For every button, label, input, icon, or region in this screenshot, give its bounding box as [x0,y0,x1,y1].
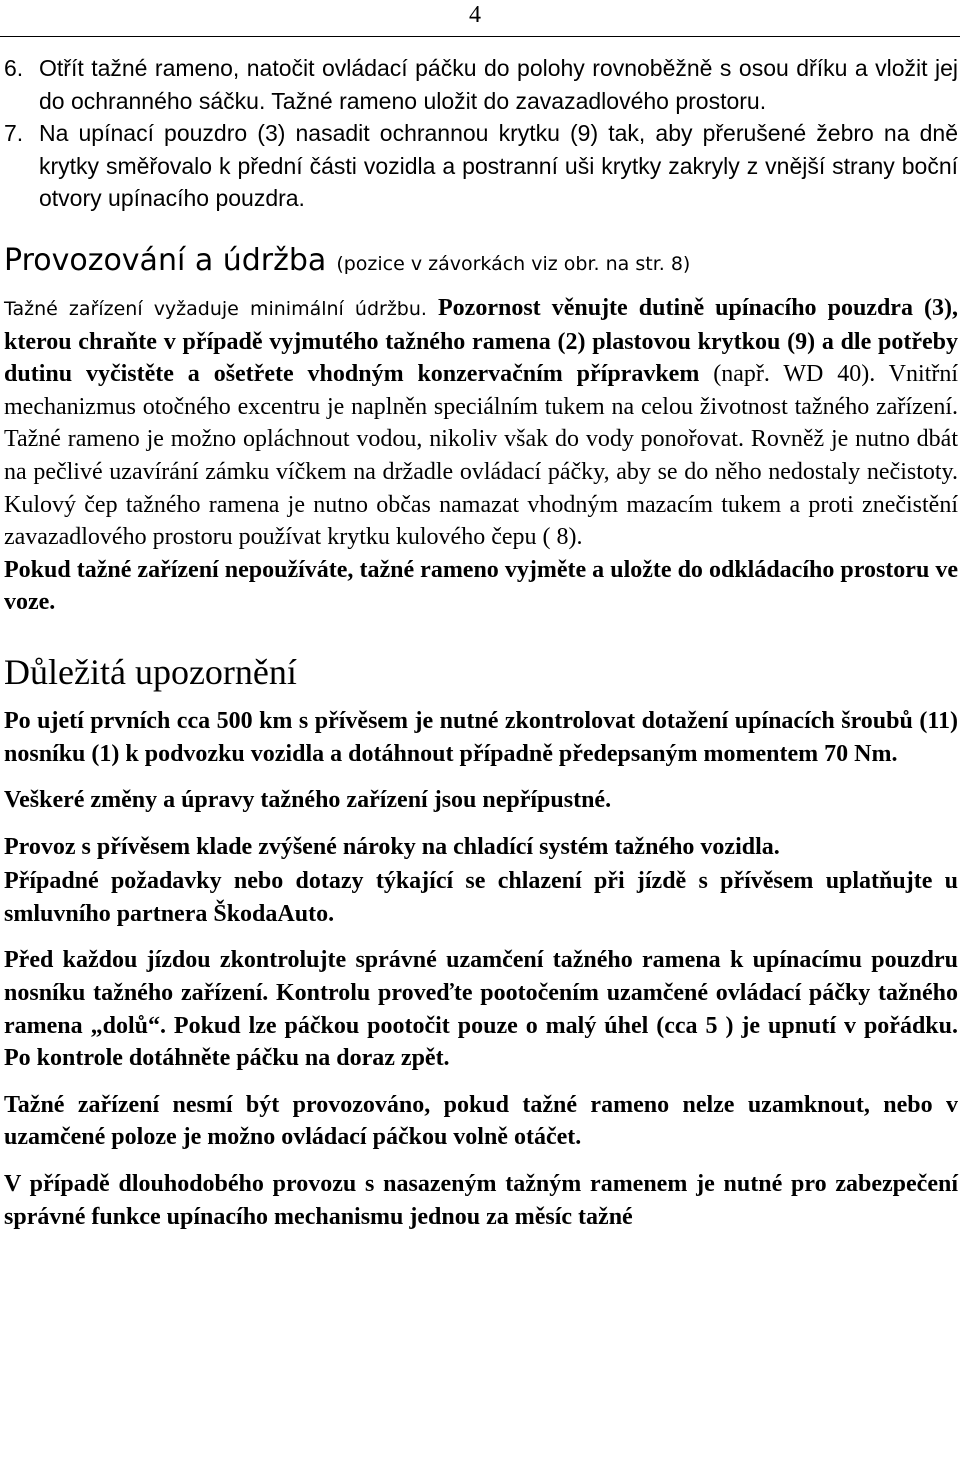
warning-lock-check: Před každou jízdou zkontrolujte správné uzamčení tažného ramena k upínacímu pouzdru nosníku tažného zařízení. Kontrolu proveďte pootočením uzamčené ovládací páčky tažného ramena „dolů“. Pokud lze páčkou pootočit pouze o malý úhel (cca 5 ) je upnutí v pořádku. Po kontrole dotáhněte páčku na doraz zpět. [4,947,958,1072]
warnings-title: Důležitá upozornění [4,651,297,692]
maintenance-intro: Tažné zařízení vyžaduje minimální údržbu. [4,297,427,320]
step-7 [4,117,958,215]
header-rule [0,36,960,37]
page-content [4,52,958,1233]
maintenance-body: (např. WD 40). Vnitřní mechanizmus otočného excentru je naplněn speciálním tukem na celou životnost tažného zařízení. Tažné rameno je možno opláchnout vodou, nikoliv však do vody ponořovat. Rovněž je nutno dbát na pečlivé uzavírání zámku víčkem na držadle ovládací páčky, aby se do něho nedostaly nečistoty. Kulový čep tažného ramena je nutno občas namazat vhodným mazacím tukem a proti znečistění zavazadlového prostoru používat krytku kulového čepu ( 8). [4,361,958,551]
warning-cooling-contact: Případné požadavky nebo dotazy týkající se chlazení při jízdě s přívěsem uplatňujte u smluvního partnera ŠkodaAuto. [4,868,958,927]
warning-modifications: Veškeré změny a úpravy tažného zařízení jsou nepřípustné. [4,787,612,814]
warning-long-term: V případě dlouhodobého provozu s nasazeným tažným ramenem je nutné pro zabezpečení správné funkce upínacího mechanismu jednou za měsíc tažné [4,1171,958,1230]
step-number: 6. [4,55,24,81]
step-6 [4,52,958,117]
instruction-steps [4,52,958,215]
section-title: Provozování a údržba [4,242,327,278]
page-number: 4 [469,2,481,28]
maintenance-emphasis: Pozornost věnujte dutině upínacího pouzdra (3), kterou chraňte v případě vyjmutého tažného ramena (2) plastovou krytkou (9) a dle potřeby dutinu vyčistěte a ošetřete vhodným konzervačním přípravkem [4,294,958,388]
warning-cooling: Provoz s přívěsem klade zvýšené nároky na chladící systém tažného vozidla. [4,833,780,860]
maintenance-paragraph [4,292,958,554]
step-text: Otřít tažné rameno, natočit ovládací páčku do polohy rovnoběžně s osou dříku a vložit jej do ochranného sáčku. Tažné rameno uložit do zavazadlového prostoru. [39,55,958,114]
section-note: (pozice v závorkách viz obr. na str. 8) [336,252,691,275]
step-number: 7. [4,120,24,147]
storage-note: Pokud tažné zařízení nepoužíváte, tažné rameno vyjměte a uložte do odkládacího prostoru ve voze. [4,556,958,616]
warning-no-operation: Tažné zařízení nesmí být provozováno, pokud tažné rameno nelze uzamknout, nebo v uzamčené poloze je možno ovládací páčkou volně otáčet. [4,1091,958,1151]
step-text: Na upínací pouzdro (3) nasadit ochrannou krytku (9) tak, aby přerušené žebro na dně krytky směřovalo k přední části vozidla a postranní uši krytky zakryly z vnější strany boční otvory upínacího pouzdra. [39,120,958,212]
operation-heading [4,239,958,286]
warning-bolts: Po ujetí prvních cca 500 km s přívěsem je nutné zkontrolovat dotažení upínacích šroubů (11) nosníku (1) k podvozku vozidla a dotáhnout případně předepsaným momentem 70 Nm. [4,707,958,767]
